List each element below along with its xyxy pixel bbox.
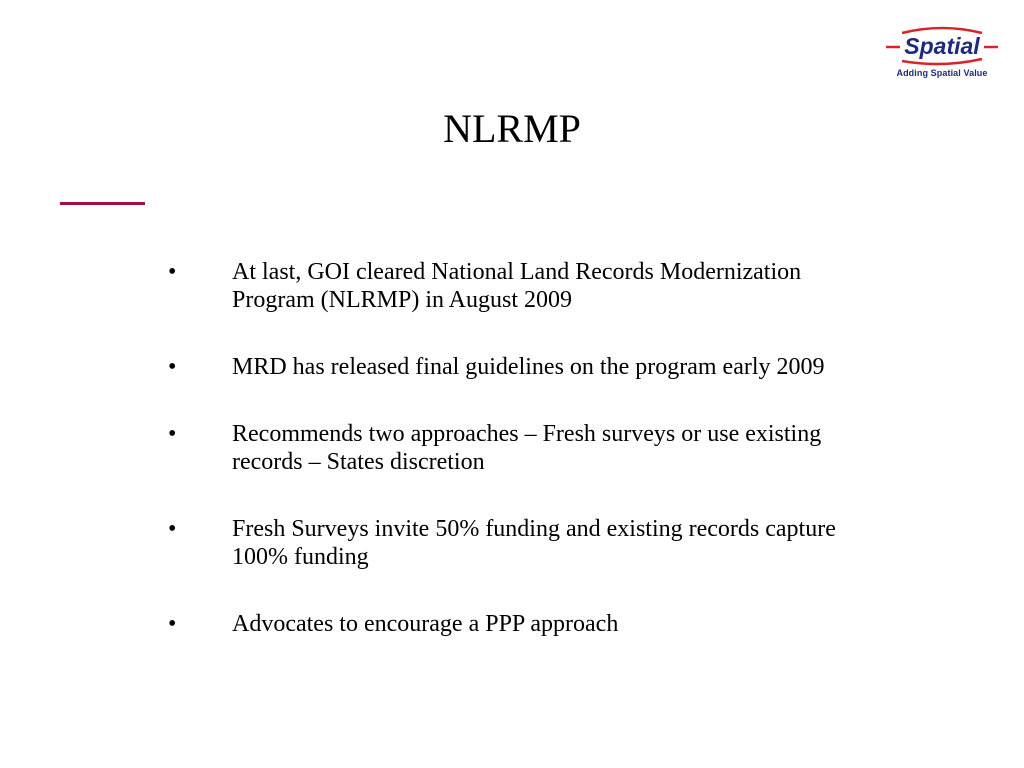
bullet-text: Recommends two approaches – Fresh surveys or use existing records – States discretion <box>232 421 822 475</box>
list-item <box>160 258 880 314</box>
spatial-logo <box>884 24 1000 82</box>
list-item <box>160 420 880 476</box>
bullet-icon: • <box>168 259 177 285</box>
bullet-text: MRD has released final guidelines on the program early 2009 <box>232 354 825 380</box>
bullet-list <box>160 258 880 677</box>
list-item <box>160 610 880 638</box>
list-item <box>160 353 880 381</box>
title-underline <box>60 202 145 205</box>
logo-wordmark: Spatial <box>904 33 980 59</box>
bullet-text: At last, GOI cleared National Land Records Modernization Program (NLRMP) in August 2009 <box>232 259 802 313</box>
spatial-logo-mark <box>884 24 1000 68</box>
bullet-icon: • <box>168 421 177 447</box>
logo-tagline: Adding Spatial Value <box>896 68 988 78</box>
bullet-icon: • <box>168 354 177 380</box>
bullet-text: Advocates to encourage a PPP approach <box>232 611 619 637</box>
bullet-icon: • <box>168 611 177 637</box>
bullet-text: Fresh Surveys invite 50% funding and existing records capture 100% funding <box>232 516 836 570</box>
list-item <box>160 515 880 571</box>
bullet-icon: • <box>168 516 177 542</box>
slide-title: NLRMP <box>443 106 581 151</box>
